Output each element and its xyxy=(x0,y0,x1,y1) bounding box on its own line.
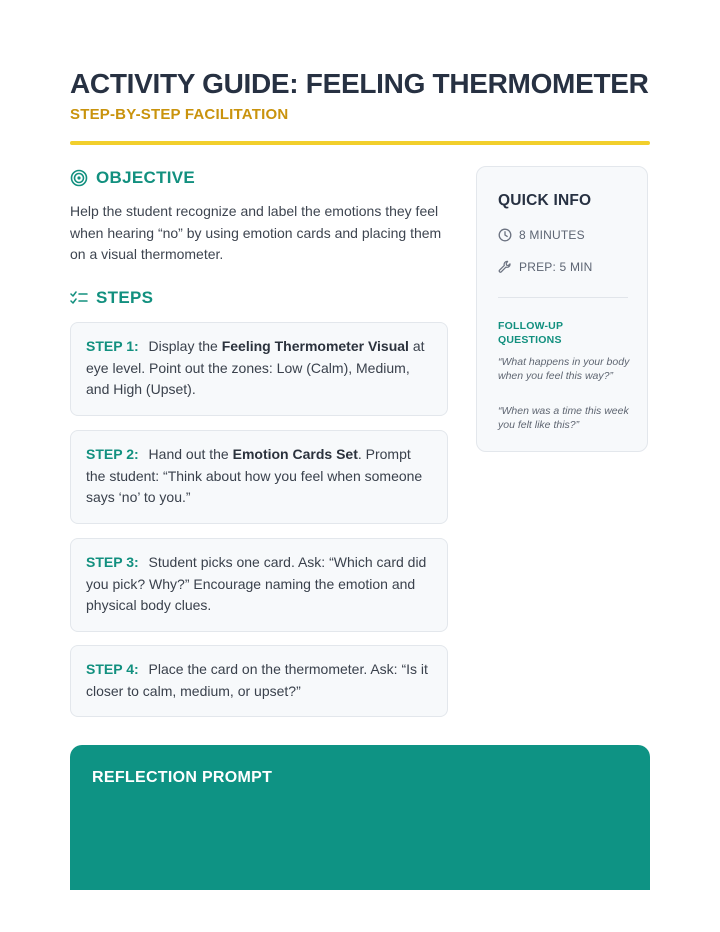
wrench-icon xyxy=(498,260,512,274)
step-text-cont: . Prompt the student: “Think about how you feel when someone says ‘no’ to you.” xyxy=(86,446,423,505)
step-label: STEP 1: xyxy=(86,338,139,354)
step-label: STEP 4: xyxy=(86,661,139,677)
reflection-panel xyxy=(70,745,650,890)
page-title: ACTIVITY GUIDE: FEELING THERMOMETER xyxy=(70,68,649,99)
step-material: Feeling Thermometer Visual xyxy=(221,338,409,354)
reflection-title: REFLECTION PROMPT xyxy=(92,769,273,786)
target-icon xyxy=(70,169,88,187)
objective-heading xyxy=(70,168,195,188)
objective-text: Help the student recognize and label the emotions they feel when hearing “no” by using emotion cards and placing them on a visual thermometer. xyxy=(70,203,442,262)
step-card-4 xyxy=(70,645,448,717)
step-text: Student picks one card. Ask: “Which card did you pick? Why?” Encourage naming the emotion and physical body clues. xyxy=(86,554,427,613)
step-text: Display the xyxy=(148,338,222,354)
duration-text: 8 MINUTES xyxy=(519,228,585,242)
prep-row xyxy=(498,260,593,274)
quick-info-card xyxy=(476,166,648,452)
followup-question-1: “What happens in your body when you feel this way?” xyxy=(498,356,630,382)
followup-title: FOLLOW-UP QUESTIONS xyxy=(498,320,563,346)
step-label: STEP 3: xyxy=(86,554,139,570)
title-divider xyxy=(70,141,650,145)
clock-icon xyxy=(498,228,512,242)
page-subtitle: STEP-BY-STEP FACILITATION xyxy=(70,106,289,123)
step-text: Hand out the xyxy=(148,446,233,462)
step-card-1 xyxy=(70,322,448,416)
followup-question-2: “When was a time this week you felt like this?” xyxy=(498,405,629,431)
step-card-3 xyxy=(70,538,448,632)
steps-heading-text: STEPS xyxy=(96,288,154,307)
step-card-2 xyxy=(70,430,448,524)
objective-heading-text: OBJECTIVE xyxy=(96,168,196,187)
duration-row xyxy=(498,228,585,242)
checklist-icon xyxy=(70,289,88,307)
step-text-cont: at eye level. Point out the zones: Low (Calm), Medium, and High (Upset). xyxy=(86,338,425,397)
steps-heading xyxy=(70,288,153,308)
step-text: Place the card on the thermometer. Ask: “Is it closer to calm, medium, or upset?” xyxy=(86,661,428,699)
step-material: Emotion Cards Set xyxy=(232,446,358,462)
info-divider xyxy=(498,297,628,298)
prep-text: PREP: 5 MIN xyxy=(519,260,593,274)
quick-info-title: QUICK INFO xyxy=(498,192,592,209)
step-label: STEP 2: xyxy=(86,446,139,462)
